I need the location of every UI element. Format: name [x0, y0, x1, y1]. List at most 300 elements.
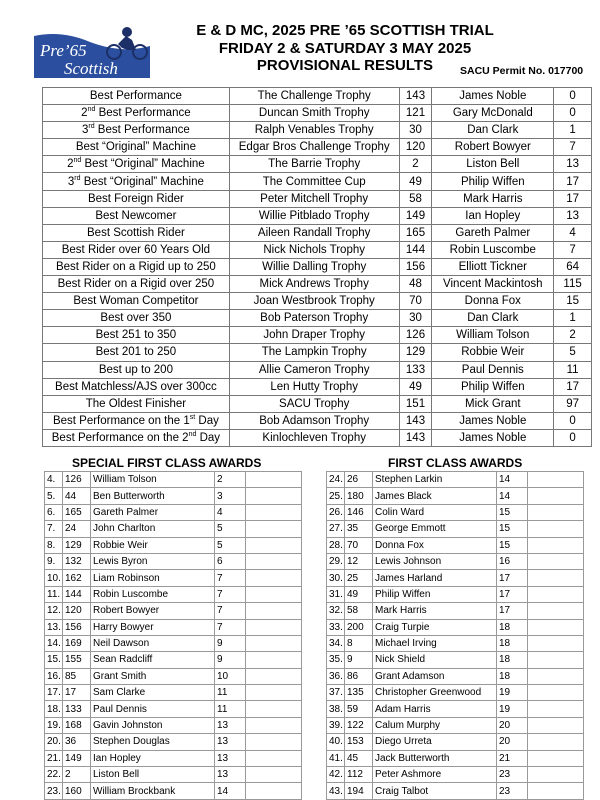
rider-name: Adam Harris	[373, 701, 497, 717]
award-category	[43, 344, 230, 361]
award-category	[43, 224, 230, 241]
category-day-suffix: nd	[188, 431, 197, 439]
rider-number: 146	[345, 504, 373, 520]
category-text: Best up to 200	[98, 363, 173, 376]
rider-number: 194	[345, 783, 373, 799]
finish-position: 18.	[45, 701, 63, 717]
award-row	[43, 395, 592, 412]
rider-score: 13	[215, 734, 246, 750]
rider-number: 44	[63, 488, 91, 504]
rider-score: 17	[497, 586, 528, 602]
class-award-row	[45, 619, 302, 635]
category-text: Best Matchless/AJS over 300cc	[55, 380, 217, 393]
rider-score: 19	[497, 701, 528, 717]
award-category	[43, 122, 230, 139]
finish-position: 40.	[327, 734, 345, 750]
rider-number: 85	[63, 668, 91, 684]
rider-name: Robert Bowyer	[91, 603, 215, 619]
award-rider-name: Gary McDonald	[432, 105, 554, 122]
empty-cell	[246, 685, 302, 701]
rider-name: Paul Dennis	[91, 701, 215, 717]
rider-name: Gareth Palmer	[91, 504, 215, 520]
empty-cell	[246, 521, 302, 537]
rider-number: 25	[345, 570, 373, 586]
award-category	[43, 327, 230, 344]
rider-name: Craig Turpie	[373, 619, 497, 635]
award-category	[43, 293, 230, 310]
rider-name: Lewis Johnson	[373, 553, 497, 569]
category-text: Best Performance on the 1	[52, 414, 190, 427]
award-rider-number: 120	[399, 139, 432, 156]
award-rider-name: Mark Harris	[432, 190, 554, 207]
award-row	[43, 258, 592, 275]
rider-score: 15	[497, 537, 528, 553]
rider-score: 21	[497, 750, 528, 766]
class-award-row	[45, 652, 302, 668]
finish-position: 27.	[327, 521, 345, 537]
category-text: Best “Original” Machine	[80, 175, 204, 188]
rider-name: Colin Ward	[373, 504, 497, 520]
empty-cell	[246, 783, 302, 799]
logo-text-pre65: Pre’65	[40, 41, 87, 60]
category-text: Best Performance	[95, 107, 191, 120]
category-day-text: Day	[196, 431, 221, 444]
rider-score: 11	[215, 685, 246, 701]
rider-name: Stephen Douglas	[91, 734, 215, 750]
award-row	[43, 241, 592, 258]
rider-name: Nick Shield	[373, 652, 497, 668]
rider-score: 14	[497, 488, 528, 504]
class-award-row	[327, 570, 584, 586]
rider-score: 7	[215, 586, 246, 602]
award-trophy: SACU Trophy	[229, 395, 399, 412]
special-first-class-table	[44, 471, 302, 800]
category-text: Best 251 to 350	[95, 329, 177, 342]
rider-name: Harry Bowyer	[91, 619, 215, 635]
finish-position: 17.	[45, 685, 63, 701]
category-ordinal: 2	[81, 107, 88, 120]
rider-score: 3	[215, 488, 246, 504]
category-ordinal-suffix: rd	[74, 174, 81, 182]
rider-number: 112	[345, 767, 373, 783]
rider-name: Robin Luscombe	[91, 586, 215, 602]
class-award-row	[45, 504, 302, 520]
rider-score: 13	[215, 717, 246, 733]
award-score: 17	[554, 190, 592, 207]
rider-name: Philip Wiffen	[373, 586, 497, 602]
empty-cell	[528, 472, 584, 488]
award-rider-number: 49	[399, 378, 432, 395]
finish-position: 8.	[45, 537, 63, 553]
award-row	[43, 293, 592, 310]
award-category	[43, 378, 230, 395]
award-score: 0	[554, 105, 592, 122]
award-score: 7	[554, 241, 592, 258]
empty-cell	[528, 750, 584, 766]
rider-name: Neil Dawson	[91, 635, 215, 651]
award-rider-number: 133	[399, 361, 432, 378]
award-score: 115	[554, 276, 592, 293]
award-trophy: The Barrie Trophy	[229, 156, 399, 173]
class-award-row	[45, 767, 302, 783]
rider-name: Grant Smith	[91, 668, 215, 684]
award-category	[43, 361, 230, 378]
rider-name: Liston Bell	[91, 767, 215, 783]
award-row	[43, 276, 592, 293]
award-trophy: Aileen Randall Trophy	[229, 224, 399, 241]
rider-score: 5	[215, 537, 246, 553]
empty-cell	[528, 635, 584, 651]
rider-number: 12	[345, 553, 373, 569]
class-award-row	[45, 488, 302, 504]
award-category	[43, 105, 230, 122]
award-rider-name: Liston Bell	[432, 156, 554, 173]
category-text: Best Newcomer	[95, 209, 177, 222]
award-row	[43, 412, 592, 429]
award-row	[43, 88, 592, 105]
award-rider-number: 48	[399, 276, 432, 293]
category-ordinal-suffix: nd	[87, 106, 96, 114]
rider-name: Robbie Weir	[91, 537, 215, 553]
award-trophy: Nick Nichols Trophy	[229, 241, 399, 258]
pre65-scottish-logo	[32, 22, 152, 78]
category-text: Best 201 to 250	[95, 346, 177, 359]
class-award-row	[327, 701, 584, 717]
empty-cell	[246, 504, 302, 520]
award-trophy: Willie Pitblado Trophy	[229, 207, 399, 224]
finish-position: 12.	[45, 603, 63, 619]
empty-cell	[246, 767, 302, 783]
empty-cell	[528, 537, 584, 553]
rider-number: 86	[345, 668, 373, 684]
rider-number: 133	[63, 701, 91, 717]
class-award-row	[327, 586, 584, 602]
finish-position: 29.	[327, 553, 345, 569]
class-award-row	[45, 701, 302, 717]
award-trophy: Kinlochleven Trophy	[229, 429, 399, 446]
award-trophy: Ralph Venables Trophy	[229, 122, 399, 139]
award-category	[43, 190, 230, 207]
award-rider-name: Robin Luscombe	[432, 241, 554, 258]
rider-number: 59	[345, 701, 373, 717]
category-text: Best over 350	[100, 312, 172, 325]
class-award-row	[45, 472, 302, 488]
rider-name: Michael Irving	[373, 635, 497, 651]
class-award-row	[327, 537, 584, 553]
award-score: 2	[554, 327, 592, 344]
rider-name: James Black	[373, 488, 497, 504]
class-award-row	[327, 521, 584, 537]
rider-score: 16	[497, 553, 528, 569]
award-rider-number: 30	[399, 122, 432, 139]
rider-name: Jack Butterworth	[373, 750, 497, 766]
award-rider-name: Philip Wiffen	[432, 378, 554, 395]
empty-cell	[528, 504, 584, 520]
award-rider-name: Mick Grant	[432, 395, 554, 412]
award-row	[43, 361, 592, 378]
finish-position: 25.	[327, 488, 345, 504]
class-award-row	[327, 717, 584, 733]
rider-number: 122	[345, 717, 373, 733]
empty-cell	[246, 619, 302, 635]
trophy-awards-table	[42, 87, 592, 447]
finish-position: 39.	[327, 717, 345, 733]
rider-number: 2	[63, 767, 91, 783]
award-category	[43, 395, 230, 412]
rider-number: 132	[63, 553, 91, 569]
award-score: 11	[554, 361, 592, 378]
rider-score: 20	[497, 717, 528, 733]
class-award-row	[45, 685, 302, 701]
class-award-row	[45, 717, 302, 733]
empty-cell	[528, 652, 584, 668]
award-rider-name: Vincent Mackintosh	[432, 276, 554, 293]
finish-position: 23.	[45, 783, 63, 799]
empty-cell	[246, 472, 302, 488]
award-row	[43, 139, 592, 156]
rider-score: 2	[215, 472, 246, 488]
category-text: Best Scottish Rider	[87, 226, 185, 239]
category-text: Best Performance on the 2	[51, 431, 189, 444]
empty-cell	[246, 635, 302, 651]
rider-number: 144	[63, 586, 91, 602]
finish-position: 32.	[327, 603, 345, 619]
empty-cell	[246, 734, 302, 750]
category-text: The Oldest Finisher	[85, 397, 187, 410]
finish-position: 13.	[45, 619, 63, 635]
finish-position: 15.	[45, 652, 63, 668]
category-text: Best Rider on a Rigid over 250	[57, 278, 215, 291]
category-day-text: Day	[195, 414, 219, 427]
award-rider-name: Elliott Tickner	[432, 258, 554, 275]
class-award-row	[327, 635, 584, 651]
rider-name: Stephen Larkin	[373, 472, 497, 488]
award-trophy: The Lampkin Trophy	[229, 344, 399, 361]
award-category	[43, 412, 230, 429]
rider-number: 149	[63, 750, 91, 766]
finish-position: 41.	[327, 750, 345, 766]
class-award-row	[327, 783, 584, 799]
award-rider-name: Paul Dennis	[432, 361, 554, 378]
rider-score: 15	[497, 521, 528, 537]
award-rider-number: 151	[399, 395, 432, 412]
rider-number: 165	[63, 504, 91, 520]
category-text: Best Performance	[89, 90, 182, 103]
class-award-row	[327, 504, 584, 520]
finish-position: 14.	[45, 635, 63, 651]
class-award-row	[327, 750, 584, 766]
rider-number: 9	[345, 652, 373, 668]
finish-position: 34.	[327, 635, 345, 651]
rider-number: 70	[345, 537, 373, 553]
finish-position: 19.	[45, 717, 63, 733]
award-rider-number: 144	[399, 241, 432, 258]
class-award-row	[327, 652, 584, 668]
empty-cell	[528, 619, 584, 635]
class-award-row	[45, 750, 302, 766]
empty-cell	[528, 570, 584, 586]
rider-number: 180	[345, 488, 373, 504]
award-row	[43, 224, 592, 241]
class-award-row	[327, 668, 584, 684]
rider-score: 17	[497, 570, 528, 586]
finish-position: 7.	[45, 521, 63, 537]
award-rider-name: William Tolson	[432, 327, 554, 344]
award-rider-number: 2	[399, 156, 432, 173]
rider-score: 15	[497, 504, 528, 520]
empty-cell	[246, 570, 302, 586]
class-award-row	[327, 488, 584, 504]
rider-score: 23	[497, 783, 528, 799]
rider-score: 17	[497, 603, 528, 619]
category-text: Best Rider over 60 Years Old	[61, 243, 211, 256]
award-category	[43, 207, 230, 224]
empty-cell	[528, 521, 584, 537]
category-ordinal: 3	[67, 175, 75, 188]
finish-position: 4.	[45, 472, 63, 488]
class-award-row	[45, 553, 302, 569]
award-trophy: Willie Dalling Trophy	[229, 258, 399, 275]
rider-number: 169	[63, 635, 91, 651]
award-score: 97	[554, 395, 592, 412]
finish-position: 38.	[327, 701, 345, 717]
rider-name: Donna Fox	[373, 537, 497, 553]
class-award-row	[327, 685, 584, 701]
award-category	[43, 258, 230, 275]
rider-name: Liam Robinson	[91, 570, 215, 586]
award-row	[43, 122, 592, 139]
class-award-row	[327, 767, 584, 783]
rider-score: 6	[215, 553, 246, 569]
rider-number: 17	[63, 685, 91, 701]
rider-score: 5	[215, 521, 246, 537]
award-row	[43, 156, 592, 173]
award-score: 13	[554, 156, 592, 173]
finish-position: 6.	[45, 504, 63, 520]
rider-name: William Brockbank	[91, 783, 215, 799]
empty-cell	[246, 488, 302, 504]
award-score: 13	[554, 207, 592, 224]
rider-name: Peter Ashmore	[373, 767, 497, 783]
empty-cell	[528, 668, 584, 684]
rider-number: 24	[63, 521, 91, 537]
class-award-row	[45, 635, 302, 651]
empty-cell	[528, 488, 584, 504]
empty-cell	[246, 586, 302, 602]
rider-number: 45	[345, 750, 373, 766]
finish-position: 11.	[45, 586, 63, 602]
finish-position: 21.	[45, 750, 63, 766]
award-category	[43, 139, 230, 156]
category-day-suffix: st	[189, 414, 196, 421]
first-class-heading: FIRST CLASS AWARDS	[388, 456, 523, 470]
rider-number: 36	[63, 734, 91, 750]
award-row	[43, 105, 592, 122]
rider-score: 13	[215, 767, 246, 783]
award-score: 7	[554, 139, 592, 156]
empty-cell	[246, 701, 302, 717]
empty-cell	[528, 603, 584, 619]
first-class-table	[326, 471, 584, 800]
rider-score: 20	[497, 734, 528, 750]
rider-score: 23	[497, 767, 528, 783]
class-award-row	[45, 603, 302, 619]
class-award-row	[45, 734, 302, 750]
finish-position: 35.	[327, 652, 345, 668]
rider-number: 26	[345, 472, 373, 488]
rider-score: 18	[497, 668, 528, 684]
award-rider-name: Dan Clark	[432, 310, 554, 327]
class-award-row	[45, 586, 302, 602]
rider-score: 19	[497, 685, 528, 701]
empty-cell	[528, 717, 584, 733]
award-trophy: Allie Cameron Trophy	[229, 361, 399, 378]
empty-cell	[528, 553, 584, 569]
rider-number: 58	[345, 603, 373, 619]
rider-name: Sean Radcliff	[91, 652, 215, 668]
rider-number: 153	[345, 734, 373, 750]
award-rider-number: 70	[399, 293, 432, 310]
finish-position: 42.	[327, 767, 345, 783]
award-rider-name: Robert Bowyer	[432, 139, 554, 156]
special-first-class-heading: SPECIAL FIRST CLASS AWARDS	[72, 456, 262, 470]
award-score: 15	[554, 293, 592, 310]
rider-score: 7	[215, 619, 246, 635]
award-score: 1	[554, 122, 592, 139]
rider-score: 4	[215, 504, 246, 520]
logo-text-scottish: Scottish	[64, 59, 118, 78]
rider-name: Ian Hopley	[91, 750, 215, 766]
award-trophy: John Draper Trophy	[229, 327, 399, 344]
finish-position: 9.	[45, 553, 63, 569]
rider-name: Mark Harris	[373, 603, 497, 619]
award-rider-number: 58	[399, 190, 432, 207]
category-text: Best “Original” Machine	[81, 158, 205, 171]
finish-position: 33.	[327, 619, 345, 635]
class-award-row	[45, 783, 302, 799]
empty-cell	[246, 750, 302, 766]
award-row	[43, 429, 592, 446]
class-award-row	[45, 668, 302, 684]
empty-cell	[528, 783, 584, 799]
rider-name: Diego Urreta	[373, 734, 497, 750]
award-rider-number: 149	[399, 207, 432, 224]
category-text: Best Rider on a Rigid up to 250	[55, 260, 216, 273]
award-rider-number: 143	[399, 429, 432, 446]
rider-number: 200	[345, 619, 373, 635]
award-category	[43, 173, 230, 190]
rider-name: John Charlton	[91, 521, 215, 537]
rider-name: Grant Adamson	[373, 668, 497, 684]
class-award-row	[45, 570, 302, 586]
rider-number: 160	[63, 783, 91, 799]
award-category	[43, 429, 230, 446]
rider-number: 168	[63, 717, 91, 733]
award-row	[43, 173, 592, 190]
class-award-row	[45, 537, 302, 553]
award-trophy: The Challenge Trophy	[229, 88, 399, 105]
permit-number: SACU Permit No. 017700	[460, 65, 584, 77]
class-award-row	[327, 619, 584, 635]
award-category	[43, 276, 230, 293]
award-trophy: The Committee Cup	[229, 173, 399, 190]
rider-name: Gavin Johnston	[91, 717, 215, 733]
empty-cell	[528, 734, 584, 750]
award-rider-number: 165	[399, 224, 432, 241]
award-trophy: Bob Paterson Trophy	[229, 310, 399, 327]
category-ordinal: 3	[81, 124, 89, 137]
category-text: Best “Original” Machine	[75, 141, 196, 154]
